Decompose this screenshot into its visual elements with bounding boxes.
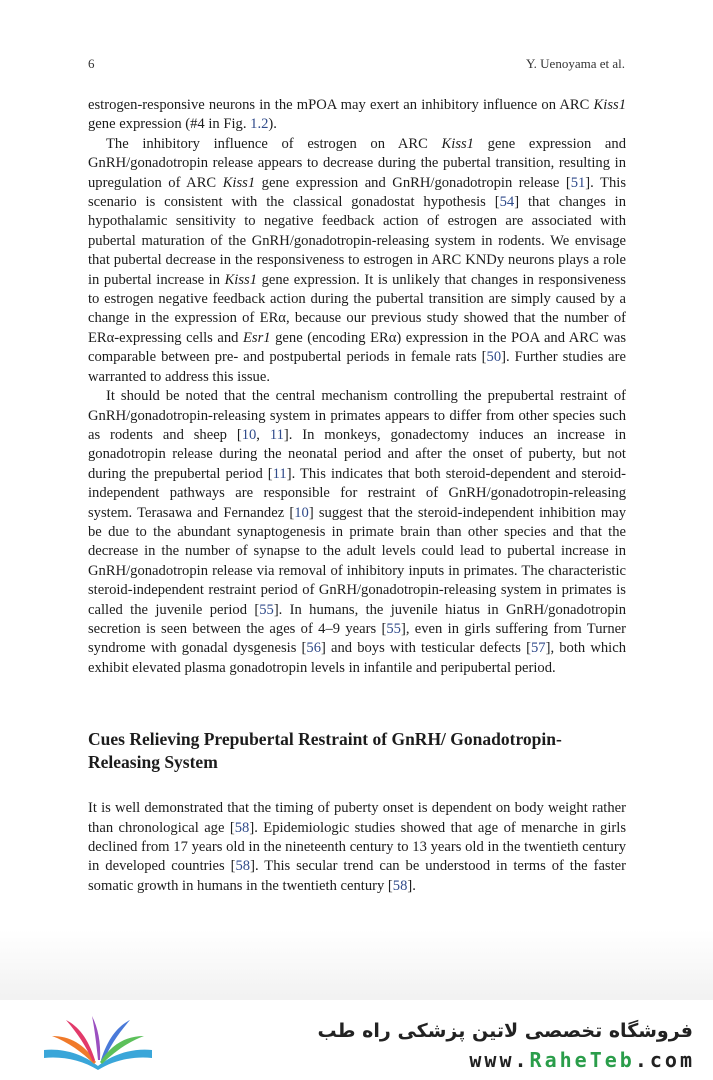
text-run: gene (encoding ERα) expression in the POA and ARC was comparable between pre- and postpubertal periods in female rats [	[88, 329, 626, 366]
text-run: ]. This scenario is consistent with the classical gonadostat hypothesis [	[88, 174, 626, 211]
store-name: فروشگاه تخصصی لاتین پزشکی راه طب	[317, 1020, 693, 1042]
gene-name: Kiss1	[441, 135, 474, 152]
body-text	[88, 96, 626, 896]
citation-link[interactable]: 10	[241, 426, 257, 443]
text-run: ], even in girls suffering from Turner syndrome with gonadal dysgenesis [	[88, 620, 626, 657]
text-run: gene expression and GnRH/gonadotropin release appears to decrease during the pubertal transition, resulting in upregulation of ARC	[88, 135, 626, 191]
citation-link[interactable]: 1.2	[250, 116, 269, 133]
citation-link[interactable]: 58	[234, 819, 250, 836]
text-run: ] and boys with testicular defects [	[320, 640, 531, 657]
site-url[interactable]	[469, 1048, 695, 1072]
citation-link[interactable]: 10	[294, 504, 309, 521]
page-number: 6	[88, 56, 95, 71]
gene-name: Kiss1	[593, 97, 626, 113]
running-header	[88, 56, 625, 76]
citation-link[interactable]: 51	[570, 174, 586, 191]
citation-link[interactable]: 11	[272, 465, 287, 482]
citation-link[interactable]: 55	[259, 601, 274, 618]
citation-link[interactable]: 58	[235, 858, 251, 875]
text-run: ].	[407, 877, 416, 894]
paragraph	[88, 799, 626, 896]
text-run: ] that changes in hypothalamic sensitivity to negative feedback action of estrogen are associated with pubertal maturation of the GnRH/gonadotropin-releasing system in rodents. We envisage that pubertal decrease in the responsiveness to estrogen in ARC KNDy neurons plays a role in pubertal increase in	[88, 194, 627, 288]
text-run: ).	[268, 116, 277, 133]
text-run: ]. Further studies are warranted to address this issue.	[88, 349, 626, 385]
citation-link[interactable]: 56	[306, 640, 321, 657]
citation-link[interactable]: 55	[386, 620, 401, 637]
gene-name: Esr1	[243, 329, 271, 346]
site-brand: RaheTeb	[529, 1048, 635, 1072]
citation-link[interactable]: 50	[486, 349, 502, 366]
open-book-logo-icon	[38, 1014, 158, 1074]
text-run: It should be noted that the central mechanism controlling the prepubertal restraint of GnRH/gonadotropin-releasing system in primates appears to differ from other species such as rodents and sheep [	[88, 388, 626, 443]
text-run: ] suggest that the steroid-independent inhibition may be due to the abundant synaptogenesis in primate brain than other species and that the decrease in the number of synapse to the adult levels could lead to pubertal increase in GnRH/gonadotropin release via removal of inhibitory inputs in primates. The characteristic steroid-independent restraint period of GnRH/gonadotropin-releasing system in primates is called the juvenile period [	[88, 504, 627, 618]
text-run: The inhibitory influence of estrogen on ARC	[106, 135, 442, 152]
text-run: ], both which exhibit elevated plasma gonadotropin levels in infantile and peripubertal period.	[88, 640, 626, 676]
citation-link[interactable]: 11	[269, 426, 284, 443]
paragraph	[88, 96, 626, 135]
site-suffix: .com	[634, 1048, 695, 1072]
text-run: It is well demonstrated that the timing of puberty onset is dependent on body weight rather than chronological age [	[88, 800, 626, 836]
citation-link[interactable]: 57	[530, 640, 546, 657]
text-run: gene expression. It is unlikely that changes in responsiveness to estrogen negative feedback action during the pubertal transition are simply caused by a change in the expression of ERα, because our previous study showed that the number of ERα-expressing cells and	[88, 271, 626, 346]
text-run: ,	[256, 426, 270, 443]
site-prefix: www.	[469, 1048, 530, 1072]
text-run: gene expression and GnRH/gonadotropin release [	[255, 174, 571, 191]
citation-link[interactable]: 58	[392, 877, 408, 894]
gene-name: Kiss1	[222, 174, 256, 191]
gene-name: Kiss1	[224, 271, 258, 288]
paragraph	[88, 387, 626, 678]
citation-link[interactable]: 54	[499, 194, 515, 211]
text-run: ]. Epidemiologic studies showed that age of menarche in girls declined from 17 years old in the nineteenth century to 13 years old in the twentieth century in developed countries [	[88, 819, 627, 875]
section-heading: Cues Relieving Prepubertal Restraint of GnRH/ Gonadotropin-Releasing System	[88, 729, 562, 773]
text-run: ]. In monkeys, gonadectomy induces an increase in gonadotropin release during the neonatal period and after the onset of puberty, but not during the prepubertal period [	[88, 426, 626, 482]
text-run: ]. This secular trend can be understood in terms of the faster somatic growth in humans in the twentieth century [	[88, 858, 626, 894]
publisher-footer	[0, 1000, 713, 1080]
text-run: estrogen-responsive neurons in the mPOA may exert an inhibitory influence on ARC	[88, 97, 594, 113]
text-run: ]. In humans, the juvenile hiatus in GnRH/gonadotropin secretion is seen between the ages of 4–9 years [	[88, 601, 626, 637]
running-author: Y. Uenoyama et al.	[525, 56, 625, 71]
text-run: ]. This indicates that both steroid-dependent and steroid-independent pathways are responsible for restraint of GnRH/gonadotropin-releasing system. Terasawa and Fernandez [	[88, 465, 626, 521]
text-run: gene expression (#4 in Fig.	[88, 116, 251, 133]
paragraph	[88, 135, 626, 387]
